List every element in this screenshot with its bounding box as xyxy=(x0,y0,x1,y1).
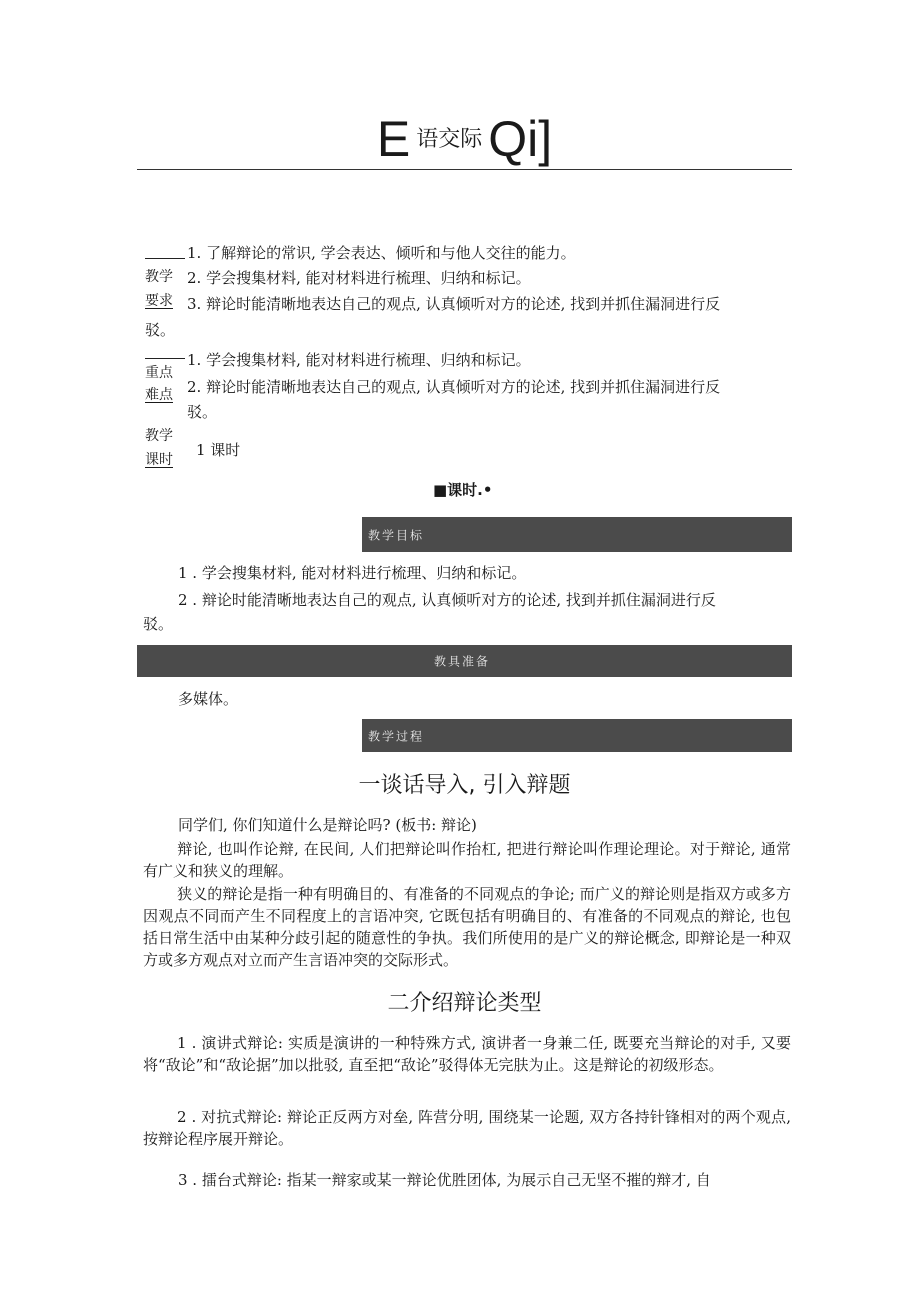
paragraph-type-2 xyxy=(143,1106,791,1150)
heading-types: 二介绍辩论类型 xyxy=(387,991,542,1016)
paragraph-definition xyxy=(143,838,791,882)
section-title: ■课时.• xyxy=(433,481,493,499)
goal-item-1: 1 . 学会搜集材料, 能对材料进行梳理、归纳和标记。 xyxy=(178,564,527,582)
goals-bar xyxy=(362,517,792,552)
prep-bar-label: 教具准备 xyxy=(434,654,491,669)
paragraph-type-1-text: 1 . 演讲式辩论: 实质是演讲的一种特殊方式, 演讲者一身兼二任, 既要充当辩论的对手, 又要将“敌论”和“敌论据”加以批驳, 直至把“敌论”驳得体无完肤为止。这是辩论的初级形态。 xyxy=(143,1034,791,1074)
paragraph-definition-text: 辩论, 也叫作论辩, 在民间, 人们把辩论叫作抬杠, 把进行辩论叫作理论理论。对于辩论, 通常有广义和狭义的理解。 xyxy=(143,840,791,880)
keypoint-item-1: 1. 学会搜集材料, 能对材料进行梳理、归纳和标记。 xyxy=(187,351,531,369)
prep-bar xyxy=(137,645,792,677)
title-big-right: Qi] xyxy=(488,111,553,167)
goals-bar-label: 教学目标 xyxy=(368,528,425,542)
paragraph-type-1 xyxy=(143,1032,791,1076)
requirement-item-3: 3. 辩论时能清晰地表达自己的观点, 认真倾听对方的论述, 找到并抓住漏洞进行反 xyxy=(187,295,721,313)
goal-item-2-cont: 驳。 xyxy=(143,615,174,633)
keypoint-item-2: 2. 辩论时能清晰地表达自己的观点, 认真倾听对方的论述, 找到并抓住漏洞进行反 xyxy=(187,378,721,396)
paragraph-type-2-text: 2 . 对抗式辩论: 辩论正反两方对垒, 阵营分明, 围绕某一论题, 双方各持针锋相对的两个观点, 按辩论程序展开辩论。 xyxy=(143,1108,791,1148)
heading-intro: 一谈话导入, 引入辩题 xyxy=(358,773,571,798)
label-rule xyxy=(145,258,185,259)
paragraph-narrow-broad xyxy=(143,883,791,971)
process-bar xyxy=(362,719,792,752)
requirements-label-1: 教学 xyxy=(145,269,173,285)
requirement-item-1: 1. 了解辩论的常识, 学会表达、倾听和与他人交往的能力。 xyxy=(187,244,576,262)
hours-label-2: 课时 xyxy=(145,452,173,468)
label-rule xyxy=(145,358,185,359)
goal-item-2: 2 . 辩论时能清晰地表达自己的观点, 认真倾听对方的论述, 找到并抓住漏洞进行反 xyxy=(178,591,716,609)
title-rule xyxy=(137,169,792,170)
process-bar-label: 教学过程 xyxy=(368,729,425,743)
keypoints-label-1: 重点 xyxy=(145,365,173,381)
requirement-item-3-cont: 驳。 xyxy=(145,321,176,339)
prep-text: 多媒体。 xyxy=(178,690,239,708)
hours-value: 1 课时 xyxy=(196,441,241,459)
requirements-label-2: 要求 xyxy=(145,293,173,309)
page-title xyxy=(137,112,792,167)
hours-label-1: 教学 xyxy=(145,428,173,444)
keypoint-item-2-cont: 驳。 xyxy=(187,403,218,421)
keypoints-label-2: 难点 xyxy=(145,387,173,403)
title-big-left: E xyxy=(376,111,411,167)
paragraph-narrow-broad-text: 狭义的辩论是指一种有明确目的、有准备的不同观点的争论; 而广义的辩论则是指双方或多方因观点不同而产生不同程度上的言语冲突, 它既包括有明确目的、有准备的不同观点的辩论, 也包括日常生活中由某种分歧引起的随意性的争执。我们所使用的是广义的辩论概念, 即辩论是一种双方或多方观点对立而产生言语冲突的交际形式。 xyxy=(143,885,791,969)
title-middle: 语交际 xyxy=(416,127,483,152)
paragraph-type-3: 3 . 擂台式辩论: 指某一辩家或某一辩论优胜团体, 为展示自己无坚不摧的辩才, 自 xyxy=(178,1171,711,1189)
paragraph-question: 同学们, 你们知道什么是辩论吗? (板书: 辩论) xyxy=(178,816,477,834)
requirement-item-2: 2. 学会搜集材料, 能对材料进行梳理、归纳和标记。 xyxy=(187,269,531,287)
